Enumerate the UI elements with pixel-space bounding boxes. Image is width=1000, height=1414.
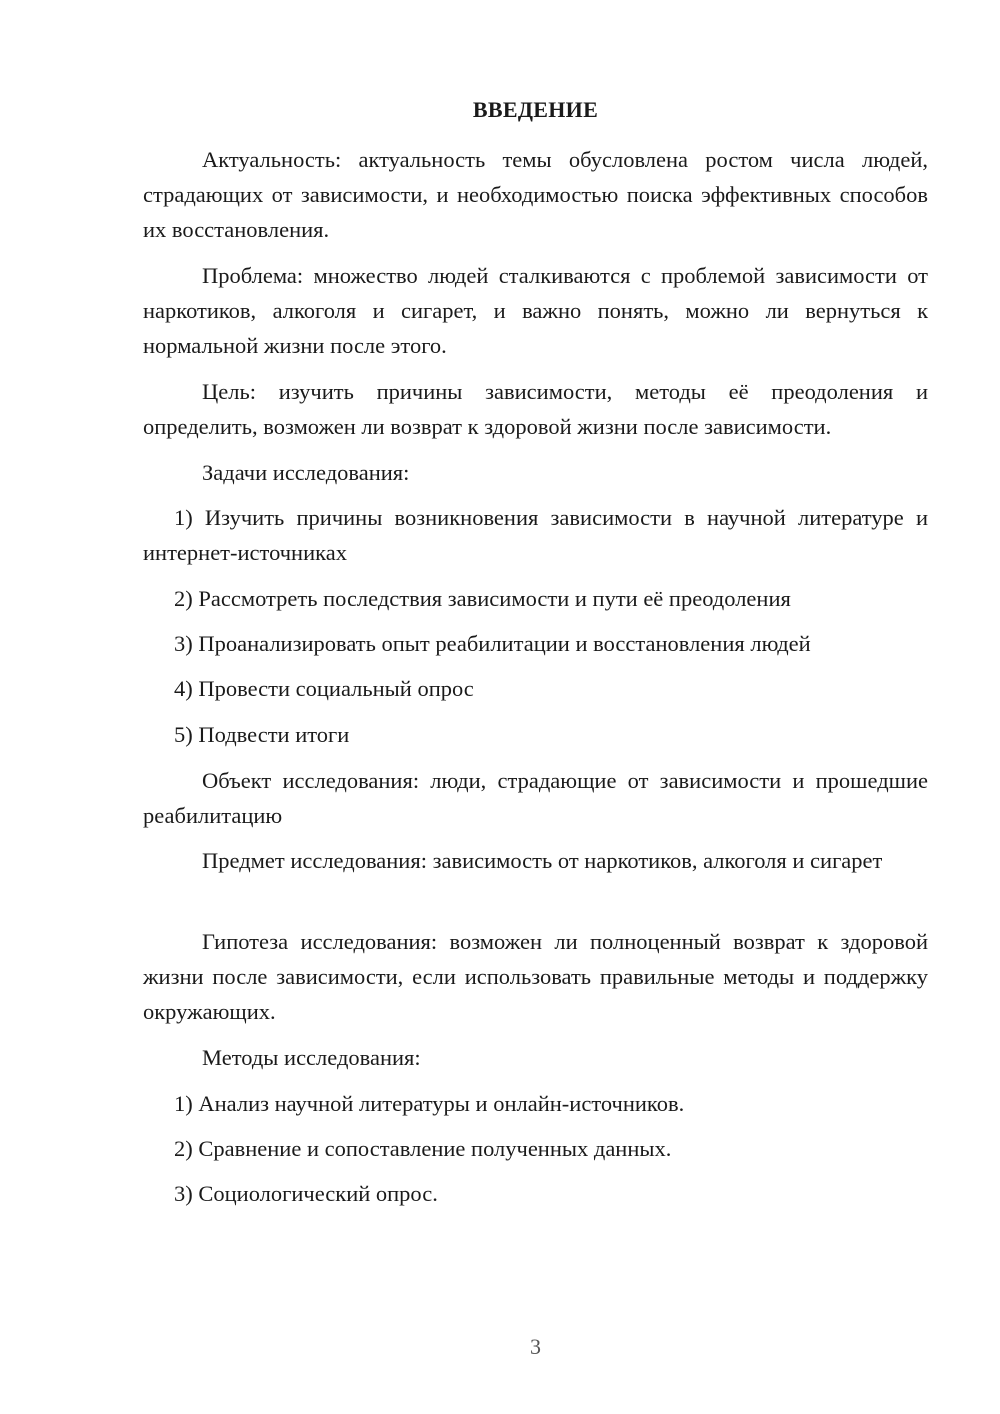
task-item: 3) Проанализировать опыт реабилитации и восстановления людей [174, 631, 811, 656]
method-item: 2) Сравнение и сопоставление полученных данных. [174, 1136, 672, 1161]
page-number: 3 [530, 1334, 541, 1359]
tasks-heading: Задачи исследования: [202, 460, 410, 485]
section-title: ВВЕДЕНИЕ [472, 97, 599, 122]
subject-paragraph: Предмет исследования: зависимость от наркотиков, алкоголя и сигарет [202, 848, 883, 873]
method-item: 1) Анализ научной литературы и онлайн-источников. [174, 1091, 685, 1116]
object-paragraph: Объект исследования: люди, страдающие от зависимости и прошедшие реабилитацию [143, 768, 928, 828]
method-item: 3) Социологический опрос. [174, 1181, 438, 1206]
hypothesis-paragraph: Гипотеза исследования: возможен ли полноценный возврат к здоровой жизни после зависимости, если использовать правильные методы и поддержку окружающих. [143, 929, 928, 1024]
task-item: 1) Изучить причины возникновения зависимости в научной литературе и интернет-источниках [143, 505, 928, 565]
problem-paragraph: Проблема: множество людей сталкиваются с проблемой зависимости от наркотиков, алкоголя и сигарет, и важно понять, можно ли вернуться к нормальной жизни после этого. [143, 263, 928, 358]
task-item: 4) Провести социальный опрос [174, 676, 474, 701]
goal-paragraph: Цель: изучить причины зависимости, методы её преодоления и определить, возможен ли возврат к здоровой жизни после зависимости. [143, 379, 928, 439]
task-item: 5) Подвести итоги [174, 722, 350, 747]
relevance-paragraph: Актуальность: актуальность темы обусловлена ростом числа людей, страдающих от зависимости, и необходимостью поиска эффективных способов их восстановления. [143, 147, 928, 242]
methods-heading: Методы исследования: [202, 1045, 421, 1070]
document-page [143, 0, 928, 1414]
task-item: 2) Рассмотреть последствия зависимости и пути её преодоления [174, 586, 791, 611]
